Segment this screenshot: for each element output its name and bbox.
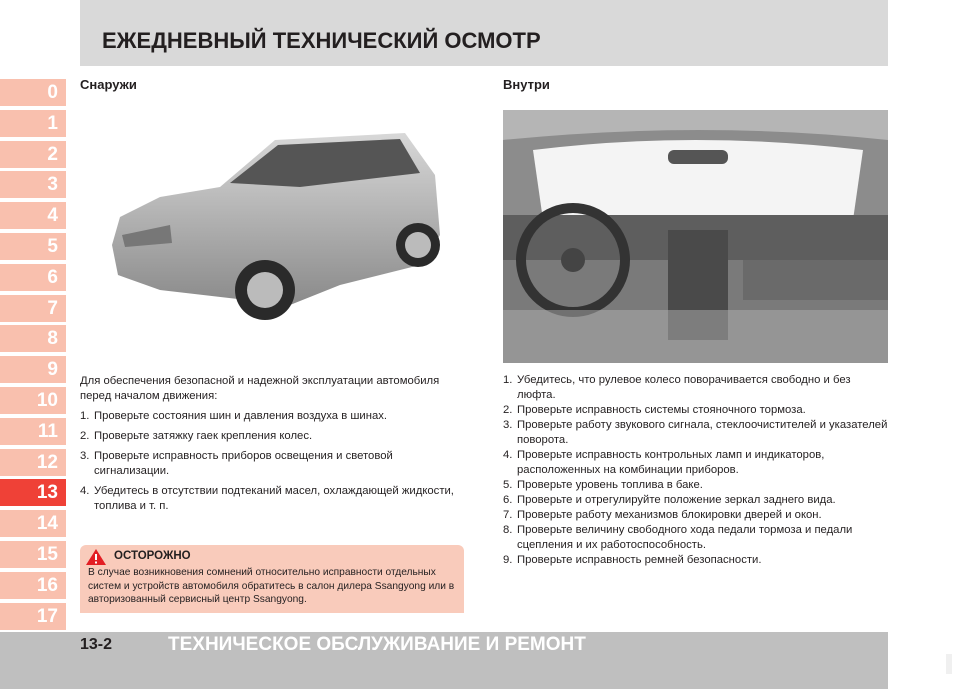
list-item — [503, 508, 888, 523]
list-item — [503, 553, 888, 568]
chapter-tab-6[interactable]: 6 — [0, 264, 66, 291]
list-item — [80, 429, 466, 444]
chapter-tab-10[interactable]: 10 — [0, 387, 66, 414]
list-item — [503, 493, 888, 508]
item-text: Проверьте уровень топлива в баке. — [517, 479, 703, 491]
item-number: 4. — [80, 485, 90, 497]
list-item — [503, 523, 888, 553]
warning-text: В случае возникновения сомнений относительно исправности отдельных систем и устройств автомобиля обратитесь в салон дилера Ssangyong или в авторизованный сервисный центр Ssangyong. — [88, 567, 455, 605]
item-number: 5. — [503, 479, 513, 491]
list-item — [503, 403, 888, 418]
warning-box — [80, 545, 464, 613]
page-header — [80, 0, 888, 66]
item-number: 8. — [503, 524, 513, 536]
chapter-tab-3[interactable]: 3 — [0, 171, 66, 198]
chapter-tab-17[interactable]: 17 — [0, 603, 66, 630]
list-item — [503, 448, 888, 478]
warning-icon — [85, 548, 107, 566]
list-item — [503, 478, 888, 493]
item-text: Проверьте состояния шин и давления воздуха в шинах. — [94, 410, 388, 422]
chapter-tabs — [0, 79, 66, 633]
section-heading-inside: Внутри — [503, 77, 550, 92]
item-text: Проверьте исправность системы стояночного тормоза. — [517, 404, 806, 416]
item-text: Проверьте работу механизмов блокировки дверей и окон. — [517, 509, 822, 521]
chapter-tab-9[interactable]: 9 — [0, 356, 66, 383]
item-text: Проверьте величину свободного хода педали тормоза и педали сцепления и их работоспособность. — [517, 524, 853, 551]
chapter-title: ТЕХНИЧЕСКОЕ ОБСЛУЖИВАНИЕ И РЕМОНТ — [168, 634, 586, 655]
item-number: 7. — [503, 509, 513, 521]
section-heading-outside: Снаружи — [80, 77, 137, 92]
chapter-tab-0[interactable]: 0 — [0, 79, 66, 106]
chapter-tab-12[interactable]: 12 — [0, 449, 66, 476]
item-number: 2. — [80, 430, 90, 442]
item-text: Убедитесь в отсутствии подтеканий масел, охлаждающей жидкости, топлива и т. п. — [94, 485, 454, 512]
item-number: 3. — [80, 450, 90, 462]
item-text: Проверьте исправность ремней безопасности. — [517, 554, 762, 566]
page-title: ЕЖЕДНЕВНЫЙ ТЕХНИЧЕСКИЙ ОСМОТР — [102, 28, 541, 53]
edge-mark — [946, 654, 952, 674]
item-text: Проверьте затяжку гаек крепления колес. — [94, 430, 313, 442]
car-exterior-photo — [100, 125, 450, 325]
list-item — [80, 484, 466, 514]
chapter-tab-8[interactable]: 8 — [0, 325, 66, 352]
chapter-tab-2[interactable]: 2 — [0, 141, 66, 168]
item-number: 9. — [503, 554, 513, 566]
list-item — [80, 409, 466, 424]
item-text: Проверьте работу звукового сигнала, стеклоочистителей и указателей поворота. — [517, 419, 888, 446]
list-item — [503, 418, 888, 448]
item-number: 1. — [80, 410, 90, 422]
item-number: 6. — [503, 494, 513, 506]
chapter-tab-7[interactable]: 7 — [0, 295, 66, 322]
intro-text: Для обеспечения безопасной и надежной эксплуатации автомобиля перед началом движения: — [80, 375, 440, 402]
warning-title: ОСТОРОЖНО — [114, 550, 191, 562]
item-text: Убедитесь, что рулевое колесо поворачивается свободно и без люфта. — [517, 374, 851, 401]
outside-checklist — [80, 374, 466, 519]
chapter-tab-13[interactable]: 13 — [0, 479, 66, 506]
item-number: 4. — [503, 449, 513, 461]
list-item — [80, 449, 466, 479]
item-text: Проверьте и отрегулируйте положение зеркал заднего вида. — [517, 494, 836, 506]
chapter-tab-1[interactable]: 1 — [0, 110, 66, 137]
item-text: Проверьте исправность контрольных ламп и индикаторов, расположенных на комбинации приборов. — [517, 449, 825, 476]
car-interior-photo — [503, 110, 888, 363]
page-number: 13-2 — [80, 636, 113, 653]
item-text: Проверьте исправность приборов освещения и световой сигнализации. — [94, 450, 393, 477]
chapter-tab-11[interactable]: 11 — [0, 418, 66, 445]
list-item — [503, 373, 888, 403]
chapter-tab-4[interactable]: 4 — [0, 202, 66, 229]
chapter-tab-15[interactable]: 15 — [0, 541, 66, 568]
item-number: 1. — [503, 374, 513, 386]
chapter-tab-5[interactable]: 5 — [0, 233, 66, 260]
chapter-tab-16[interactable]: 16 — [0, 572, 66, 599]
chapter-tab-14[interactable]: 14 — [0, 510, 66, 537]
item-number: 2. — [503, 404, 513, 416]
inside-checklist — [503, 373, 888, 568]
item-number: 3. — [503, 419, 513, 431]
page-footer — [0, 632, 888, 689]
